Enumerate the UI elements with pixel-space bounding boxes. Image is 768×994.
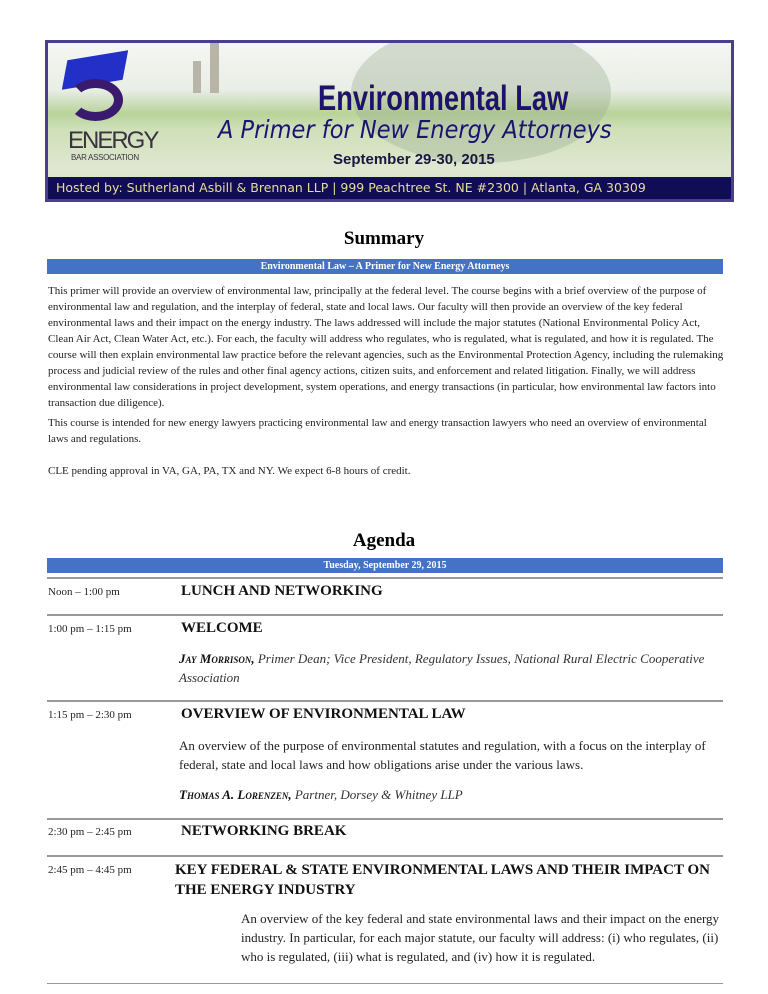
smokestack-image — [193, 61, 201, 93]
speaker-role: Partner, Dorsey & Whitney LLP — [291, 787, 463, 802]
logo-subtext: BAR ASSOCIATION — [71, 153, 139, 162]
agenda-time: 2:30 pm – 2:45 pm — [48, 826, 132, 838]
agenda-speaker — [179, 649, 729, 687]
agenda-time: Noon – 1:00 pm — [48, 586, 120, 598]
banner-subtitle: A Primer for New Energy Attorneys — [218, 115, 612, 144]
summary-paragraph: This course is intended for new energy lawyers practicing environmental law and energy transaction lawyers who need an overview of environmental laws and regulations. — [48, 417, 707, 445]
event-banner — [45, 40, 734, 202]
summary-paragraph: This primer will provide an overview of environmental law, principally at the federal level. The course begins with a brief overview of the purpose of environmental law and regulation, and the interplay of federal, state and local laws. Our faculty will then provide an overview of the key federal environmental laws and their impact on the energy industry. The laws addressed will include the major statutes (National Environmental Policy Act, Clean Air Act, Clean Water Act, etc.). For each, the faculty will address who regulates, who is regulated, what is regulated, and how it is regulated. The course will then explain environmental law practice before the relevant agencies, such as the Environmental Protection Agency, including the rulemaking process and judicial review of the rules and other final agency actions, citizen suits, and enforcement and related litigation. Finally, we will address environmental law considerations in project development, system operations, and energy transactions (in particular, how environmental law factors into transaction due diligence). — [48, 285, 724, 409]
speaker-role: Primer Dean; Vice President, Regulatory Issues, National Rural Electric Cooperative Association — [179, 651, 705, 685]
speaker-name: Thomas A. Lorenzen, — [179, 787, 292, 802]
agenda-speaker — [179, 785, 729, 804]
agenda-title: NETWORKING BREAK — [181, 823, 347, 839]
agenda-description: An overview of the key federal and state environmental laws and their impact on the energy industry. In particular, for each major statute, our faculty will address: (i) who regulates, (ii) who is regulated, (iii) what is regulated, and (iv) how it is regulated. — [241, 911, 720, 964]
agenda-day-bar: Tuesday, September 29, 2015 — [47, 558, 723, 573]
summary-paragraph: CLE pending approval in VA, GA, PA, TX and NY. We expect 6-8 hours of credit. — [48, 465, 411, 477]
agenda-title: KEY FEDERAL & STATE ENVIRONMENTAL LAWS AND THEIR IMPACT ON THE ENERGY INDUSTRY — [175, 862, 710, 898]
divider — [47, 700, 723, 702]
agenda-heading: Agenda — [352, 530, 416, 551]
divider — [47, 855, 723, 857]
summary-bar: Environmental Law – A Primer for New Energy Attorneys — [47, 259, 723, 274]
agenda-time: 1:00 pm – 1:15 pm — [48, 623, 132, 635]
banner-host: Hosted by: Sutherland Asbill & Brennan LLP | 999 Peachtree St. NE #2300 | Atlanta, GA 30309 — [48, 177, 731, 199]
summary-heading: Summary — [343, 228, 425, 249]
agenda-title: WELCOME — [181, 620, 263, 636]
divider — [47, 577, 723, 579]
speaker-name: Jay Morrison, — [179, 651, 255, 666]
logo-swirl-icon — [68, 79, 123, 121]
divider — [47, 614, 723, 616]
divider — [47, 818, 723, 820]
agenda-time: 2:45 pm – 4:45 pm — [48, 864, 132, 876]
agenda-description: An overview of the purpose of environmental statutes and regulation, with a focus on the interplay of federal, state and local laws and how obligations arise under the various laws. — [179, 738, 706, 772]
divider — [47, 983, 723, 984]
banner-title: Environmental Law — [318, 79, 569, 118]
agenda-time: 1:15 pm – 2:30 pm — [48, 709, 132, 721]
banner-date: September 29-30, 2015 — [333, 151, 495, 168]
agenda-title: LUNCH AND NETWORKING — [181, 583, 383, 599]
smokestack-image — [210, 43, 219, 93]
logo-text: ENERGY — [68, 127, 158, 154]
agenda-title: OVERVIEW OF ENVIRONMENTAL LAW — [181, 706, 466, 722]
